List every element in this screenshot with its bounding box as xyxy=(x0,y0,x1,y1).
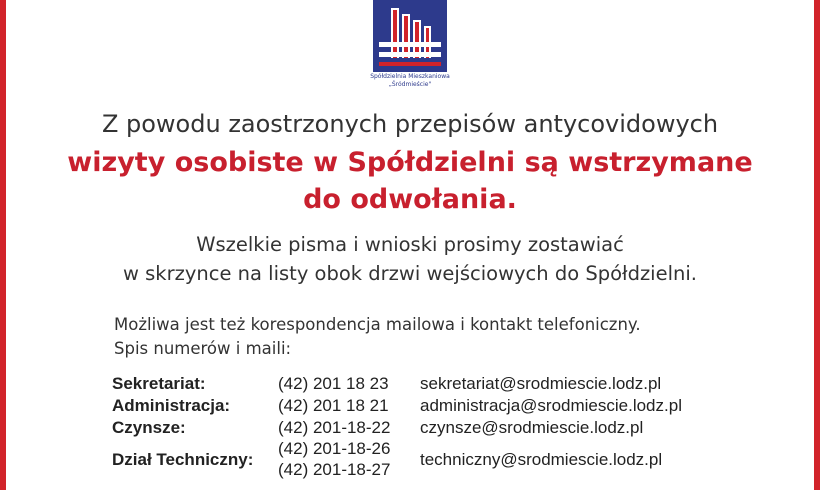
contact-name-sekretariat: Sekretariat: xyxy=(112,374,206,393)
contact-email-administracja: administracja@srodmiescie.lodz.pl xyxy=(420,396,682,415)
instructions-line1: Wszelkie pisma i wnioski prosimy zostawiać xyxy=(196,233,624,256)
contact-phone-administracja: (42) 201 18 21 xyxy=(278,396,389,415)
contact-phone-dzial-techniczny-2: (42) 201-18-27 xyxy=(278,460,391,479)
contact-email-dzial-techniczny: techniczny@srodmiescie.lodz.pl xyxy=(420,450,663,469)
headline-line2: wizyty osobiste w Spółdzielni są wstrzymane xyxy=(67,147,753,178)
logo-emblem xyxy=(373,0,447,72)
contact-intro-line2: Spis numerów i maili: xyxy=(114,339,292,358)
instructions-line2: w skrzynce na listy obok drzwi wejściowych do Spółdzielni. xyxy=(123,262,697,285)
cooperative-logo xyxy=(370,0,450,98)
contact-intro-line1: Możliwa jest też korespondencja mailowa i kontakt telefoniczny. xyxy=(114,315,641,334)
logo-caption-line2: „Śródmieście" xyxy=(388,81,432,88)
contact-phone-czynsze: (42) 201-18-22 xyxy=(278,418,391,437)
contact-name-dzial-techniczny: Dział Techniczny: xyxy=(112,450,254,469)
contact-email-sekretariat: sekretariat@srodmiescie.lodz.pl xyxy=(420,374,662,393)
headline-line1: Z powodu zaostrzonych przepisów antycovidowych xyxy=(101,110,719,138)
contact-name-administracja: Administracja: xyxy=(112,396,231,415)
contact-phone-dzial-techniczny-1: (42) 201-18-26 xyxy=(278,439,391,458)
contact-name-czynsze: Czynsze: xyxy=(112,418,186,437)
contact-phone-sekretariat: (42) 201 18 23 xyxy=(278,374,389,393)
contact-email-czynsze: czynsze@srodmiescie.lodz.pl xyxy=(420,418,644,437)
logo-caption-line1: Spółdzielnia Mieszkaniowa xyxy=(370,73,450,80)
headline-line3: do odwołania. xyxy=(303,184,517,215)
logo-mark-icon xyxy=(373,0,447,72)
